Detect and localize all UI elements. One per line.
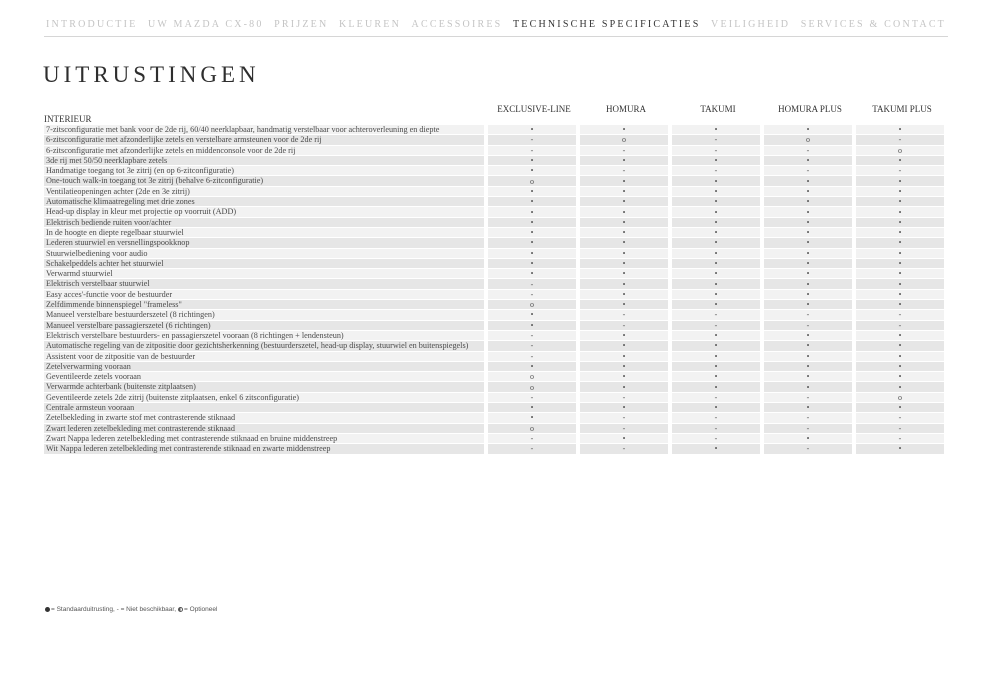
row-value: • <box>672 362 760 371</box>
row-label: Wit Nappa lederen zetelbekleding met contrasterende stiknaad en zwarte middenstreep <box>44 444 484 453</box>
row-value: - <box>764 146 852 155</box>
table-row <box>44 228 948 237</box>
row-value: • <box>672 382 760 391</box>
nav-item-veiligheid[interactable]: VEILIGHEID <box>711 19 791 30</box>
table-row <box>44 372 948 381</box>
row-value: • <box>856 156 944 165</box>
row-value: - <box>488 290 576 299</box>
table-row <box>44 424 948 433</box>
row-value: • <box>856 125 944 134</box>
row-value: - <box>672 413 760 422</box>
row-value: o <box>488 176 576 185</box>
row-value: - <box>764 413 852 422</box>
table-row <box>44 125 948 134</box>
row-value: • <box>764 259 852 268</box>
row-value: • <box>488 269 576 278</box>
row-label: Zwart lederen zetelbekleding met contrasterende stiknaad <box>44 424 484 433</box>
row-value: • <box>488 125 576 134</box>
row-value: - <box>856 434 944 443</box>
table-row <box>44 135 948 144</box>
row-value: • <box>580 238 668 247</box>
row-value: • <box>580 228 668 237</box>
row-value: • <box>764 341 852 350</box>
table-row <box>44 341 948 350</box>
table-row <box>44 259 948 268</box>
row-label: 3de rij met 50/50 neerklapbare zetels <box>44 156 484 165</box>
table-row <box>44 249 948 258</box>
row-value: • <box>580 156 668 165</box>
row-value: • <box>580 125 668 134</box>
column-header-takumi-plus: TAKUMI PLUS <box>872 104 932 114</box>
row-value: - <box>488 352 576 361</box>
row-value: • <box>856 218 944 227</box>
table-row <box>44 156 948 165</box>
row-value: • <box>580 382 668 391</box>
row-value: • <box>672 372 760 381</box>
row-value: • <box>580 259 668 268</box>
row-value: o <box>488 382 576 391</box>
nav-item-uw-mazda-cx-80[interactable]: UW MAZDA CX-80 <box>147 19 264 30</box>
legend-optional: = Optioneel <box>184 606 218 613</box>
row-label: Ventilatieopeningen achter (2de en 3e zitrij) <box>44 187 484 196</box>
row-label: Lederen stuurwiel en versnellingspookknop <box>44 238 484 247</box>
row-value: - <box>488 146 576 155</box>
row-label: Manueel verstelbare passagierszetel (6 richtingen) <box>44 321 484 330</box>
table-row <box>44 434 948 443</box>
column-header-exclusive-line: EXCLUSIVE-LINE <box>497 104 571 114</box>
row-value: - <box>856 413 944 422</box>
nav-item-technische-specificaties[interactable]: TECHNISCHE SPECIFICATIES <box>512 19 701 30</box>
row-value: - <box>580 146 668 155</box>
row-value: • <box>580 403 668 412</box>
row-value: • <box>488 228 576 237</box>
row-value: - <box>672 424 760 433</box>
nav-item-introductie[interactable]: INTRODUCTIE <box>46 19 138 30</box>
row-value: • <box>856 238 944 247</box>
table-row <box>44 331 948 340</box>
row-value: - <box>672 146 760 155</box>
row-label: Schakelpeddels achter het stuurwiel <box>44 259 484 268</box>
row-value: - <box>580 310 668 319</box>
row-value: • <box>764 207 852 216</box>
row-label: Assistent voor de zitpositie van de bestuurder <box>44 352 484 361</box>
row-value: • <box>580 434 668 443</box>
row-value: • <box>672 156 760 165</box>
row-value: • <box>580 249 668 258</box>
row-label: Elektrisch verstelbare bestuurders- en passagierszetel vooraan (8 richtingen + lendensteun) <box>44 331 484 340</box>
nav-item-prijzen[interactable]: PRIJZEN <box>274 19 329 30</box>
table-row <box>44 176 948 185</box>
optional-half-circle-icon <box>178 607 183 612</box>
row-value: • <box>764 300 852 309</box>
row-value: • <box>580 290 668 299</box>
row-value: • <box>764 197 852 206</box>
row-value: • <box>580 331 668 340</box>
row-label: Zetelbekleding in zwarte stof met contrasterende stiknaad <box>44 413 484 422</box>
row-value: - <box>580 321 668 330</box>
row-label: Handmatige toegang tot 3e zitrij (en op 6-zitconfiguratie) <box>44 166 484 175</box>
row-value: • <box>672 403 760 412</box>
row-label: Automatische klimaatregeling met drie zones <box>44 197 484 206</box>
table-row <box>44 300 948 309</box>
standard-dot-icon <box>45 607 50 612</box>
row-label: Elektrisch bediende ruiten voor/achter <box>44 218 484 227</box>
row-value: - <box>856 321 944 330</box>
row-value: • <box>580 300 668 309</box>
row-value: - <box>672 434 760 443</box>
row-value: • <box>764 228 852 237</box>
row-value: - <box>764 321 852 330</box>
row-value: • <box>580 218 668 227</box>
row-value: • <box>580 341 668 350</box>
row-value: • <box>764 238 852 247</box>
row-value: • <box>856 187 944 196</box>
row-value: • <box>764 382 852 391</box>
row-value: • <box>488 321 576 330</box>
row-value: • <box>856 197 944 206</box>
table-row <box>44 197 948 206</box>
row-value: - <box>488 135 576 144</box>
row-value: • <box>764 372 852 381</box>
table-row <box>44 310 948 319</box>
row-value: • <box>856 341 944 350</box>
row-value: - <box>764 393 852 402</box>
row-value: • <box>580 207 668 216</box>
row-value: • <box>856 228 944 237</box>
row-value: • <box>580 372 668 381</box>
row-value: o <box>856 393 944 402</box>
table-row <box>44 362 948 371</box>
row-value: • <box>856 249 944 258</box>
row-value: • <box>764 176 852 185</box>
page-title: UITRUSTINGEN <box>43 62 260 87</box>
row-label: Verwarmd stuurwiel <box>44 269 484 278</box>
row-label: Stuurwielbediening voor audio <box>44 249 484 258</box>
row-label: 6-zitsconfiguratie met afzonderlijke zetels en verstelbare armsteunen voor de 2de rij <box>44 135 484 144</box>
table-row <box>44 290 948 299</box>
row-value: o <box>856 146 944 155</box>
row-value: • <box>580 269 668 278</box>
row-label: Zwart Nappa lederen zetelbekleding met contrasterende stiknaad en bruine middenstreep <box>44 434 484 443</box>
nav-item-kleuren[interactable]: KLEUREN <box>338 19 401 30</box>
row-value: • <box>764 290 852 299</box>
row-value: • <box>856 331 944 340</box>
row-value: - <box>856 424 944 433</box>
row-value: • <box>488 207 576 216</box>
row-value: - <box>672 135 760 144</box>
row-value: • <box>488 156 576 165</box>
row-label: Head-up display in kleur met projectie op voorruit (ADD) <box>44 207 484 216</box>
column-header-homura: HOMURA <box>605 104 646 114</box>
row-value: • <box>856 207 944 216</box>
row-value: • <box>672 290 760 299</box>
table-row <box>44 187 948 196</box>
row-value: - <box>764 166 852 175</box>
row-value: - <box>488 393 576 402</box>
table-row <box>44 444 948 453</box>
row-value: • <box>856 352 944 361</box>
row-value: • <box>672 187 760 196</box>
row-value: - <box>856 310 944 319</box>
row-value: • <box>764 187 852 196</box>
row-value: • <box>856 362 944 371</box>
row-value: • <box>672 331 760 340</box>
row-value: - <box>580 444 668 453</box>
row-value: • <box>580 279 668 288</box>
row-value: • <box>764 434 852 443</box>
row-label: Geventileerde zetels 2de zitrij (buitenste zitplaatsen, enkel 6 zitsconfiguratie) <box>44 393 484 402</box>
row-value: • <box>856 269 944 278</box>
row-value: • <box>672 300 760 309</box>
row-value: - <box>488 444 576 453</box>
row-value: o <box>488 300 576 309</box>
row-value: • <box>856 300 944 309</box>
row-value: - <box>488 279 576 288</box>
table-row <box>44 382 948 391</box>
row-value: • <box>488 166 576 175</box>
nav-item-services-contact[interactable]: SERVICES & CONTACT <box>800 19 946 30</box>
legend <box>45 606 217 613</box>
table-row <box>44 269 948 278</box>
row-value: • <box>856 372 944 381</box>
top-navigation <box>44 18 948 37</box>
equipment-table <box>44 103 948 455</box>
row-value: • <box>672 279 760 288</box>
row-value: • <box>672 218 760 227</box>
row-value: o <box>488 424 576 433</box>
row-value: • <box>764 269 852 278</box>
table-body <box>44 125 948 454</box>
row-value: • <box>488 413 576 422</box>
row-value: • <box>488 249 576 258</box>
row-value: • <box>764 156 852 165</box>
row-value: • <box>764 125 852 134</box>
row-value: • <box>488 187 576 196</box>
row-value: • <box>580 176 668 185</box>
row-value: • <box>488 218 576 227</box>
legend-standard: = Standaarduitrusting, <box>51 606 115 613</box>
nav-item-accessoires[interactable]: ACCESSOIRES <box>411 19 503 30</box>
row-value: • <box>672 176 760 185</box>
row-value: • <box>580 362 668 371</box>
table-row <box>44 352 948 361</box>
row-value: • <box>672 249 760 258</box>
row-label: Easy acces'-functie voor de bestuurder <box>44 290 484 299</box>
row-value: - <box>488 341 576 350</box>
row-value: • <box>764 403 852 412</box>
row-label: One-touch walk-in toegang tot 3e zitrij (behalve 6-zitconfiguratie) <box>44 176 484 185</box>
row-value: • <box>856 176 944 185</box>
row-value: • <box>488 362 576 371</box>
row-value: • <box>672 352 760 361</box>
row-value: • <box>488 238 576 247</box>
row-value: • <box>856 444 944 453</box>
table-row <box>44 279 948 288</box>
row-value: - <box>580 393 668 402</box>
row-value: • <box>580 187 668 196</box>
row-value: • <box>672 341 760 350</box>
column-header-takumi: TAKUMI <box>700 104 736 114</box>
row-label: Automatische regeling van de zitpositie door gezichtsherkenning (bestuurderszetel, head-up display, stuurwiel en buitenspiegels) <box>44 341 484 350</box>
row-value: • <box>488 259 576 268</box>
row-value: o <box>580 135 668 144</box>
row-value: • <box>764 331 852 340</box>
row-label: 7-zitsconfiguratie met bank voor de 2de rij, 60/40 neerklapbaar, handmatig verstelbaar voor achteroverleuning en diepte <box>44 125 484 134</box>
row-value: - <box>672 310 760 319</box>
row-value: • <box>672 269 760 278</box>
row-value: - <box>856 135 944 144</box>
row-value: • <box>580 197 668 206</box>
row-value: • <box>488 310 576 319</box>
row-value: • <box>764 218 852 227</box>
row-value: • <box>856 259 944 268</box>
row-label: Centrale armsteun vooraan <box>44 403 484 412</box>
row-label: Manueel verstelbare bestuurderszetel (8 richtingen) <box>44 310 484 319</box>
table-header <box>44 103 948 125</box>
row-value: - <box>580 424 668 433</box>
row-value: • <box>856 403 944 412</box>
row-value: • <box>764 249 852 258</box>
row-value: • <box>856 290 944 299</box>
row-value: - <box>580 166 668 175</box>
section-heading: INTERIEUR <box>44 114 92 124</box>
table-row <box>44 207 948 216</box>
row-value: - <box>488 434 576 443</box>
row-value: • <box>672 197 760 206</box>
table-row <box>44 238 948 247</box>
row-value: • <box>764 352 852 361</box>
row-value: - <box>672 321 760 330</box>
row-value: • <box>856 279 944 288</box>
legend-unavailable: - = Niet beschikbaar, <box>116 606 177 613</box>
table-row <box>44 166 948 175</box>
row-value: • <box>672 207 760 216</box>
row-value: • <box>764 362 852 371</box>
row-value: • <box>488 403 576 412</box>
table-row <box>44 403 948 412</box>
row-label: Zetelverwarming vooraan <box>44 362 484 371</box>
row-value: - <box>764 424 852 433</box>
row-value: • <box>488 197 576 206</box>
column-header-homura-plus: HOMURA PLUS <box>778 104 842 114</box>
row-value: o <box>764 135 852 144</box>
row-label: Zelfdimmende binnenspiegel "frameless" <box>44 300 484 309</box>
table-row <box>44 393 948 402</box>
row-value: - <box>580 413 668 422</box>
row-value: • <box>672 125 760 134</box>
table-row <box>44 146 948 155</box>
row-value: - <box>764 444 852 453</box>
row-value: - <box>488 331 576 340</box>
row-value: • <box>764 279 852 288</box>
table-row <box>44 413 948 422</box>
row-value: o <box>488 372 576 381</box>
row-value: • <box>672 444 760 453</box>
row-value: - <box>856 166 944 175</box>
row-value: • <box>856 382 944 391</box>
row-value: • <box>672 238 760 247</box>
row-value: - <box>764 310 852 319</box>
row-label: Geventileerde zetels vooraan <box>44 372 484 381</box>
row-label: In de hoogte en diepte regelbaar stuurwiel <box>44 228 484 237</box>
row-value: - <box>672 166 760 175</box>
table-row <box>44 321 948 330</box>
row-value: • <box>672 228 760 237</box>
row-label: 6-zitsconfiguratie met afzonderlijke zetels en middenconsole voor de 2de rij <box>44 146 484 155</box>
table-row <box>44 218 948 227</box>
row-label: Verwarmde achterbank (buitenste zitplaatsen) <box>44 382 484 391</box>
row-label: Elektrisch verstelbaar stuurwiel <box>44 279 484 288</box>
row-value: - <box>672 393 760 402</box>
row-value: • <box>672 259 760 268</box>
row-value: • <box>580 352 668 361</box>
